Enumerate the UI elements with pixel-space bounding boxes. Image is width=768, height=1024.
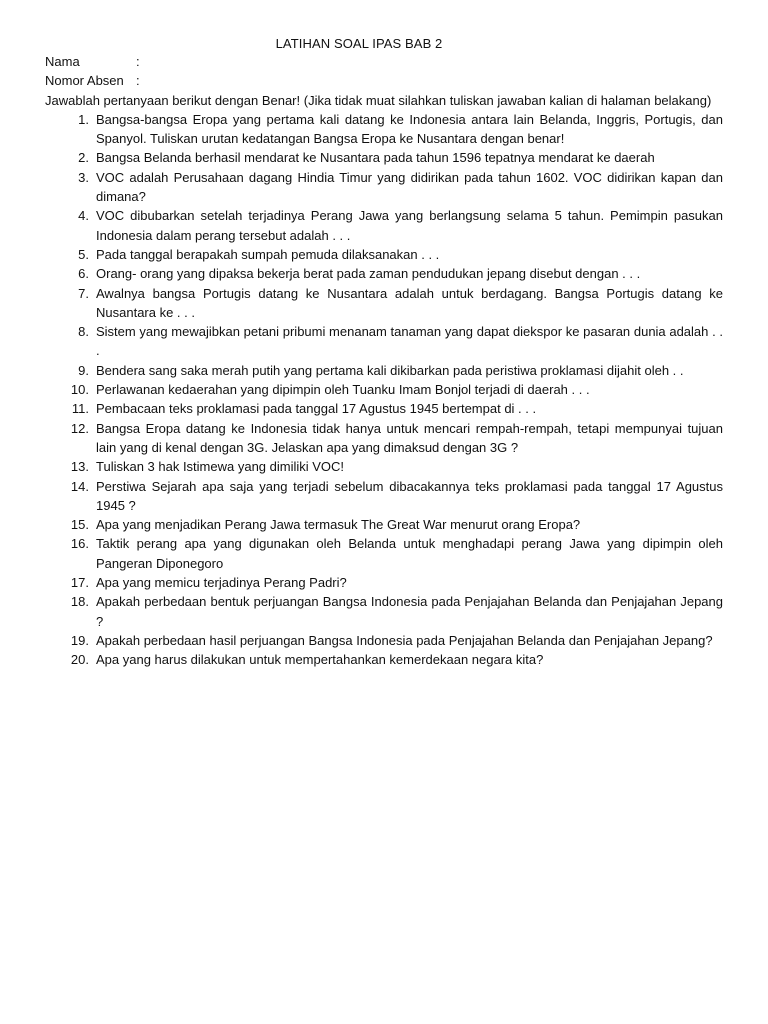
question-number: 6. xyxy=(78,266,89,282)
absence-number-field-label: Nomor Absen xyxy=(45,73,124,89)
name-field-label: Nama xyxy=(45,54,80,69)
question-text: Apa yang menjadikan Perang Jawa termasuk The Great War menurut orang Eropa? xyxy=(96,517,581,533)
absence-number-field-colon: : xyxy=(136,73,140,89)
question-number: 13. xyxy=(70,459,89,475)
question-text: VOC dibubarkan setelah terjadinya Perang Jawa yang berlangsung selama 5 tahun. Pemimpin pasukan Indonesia dalam perang tersebut adalah . . . xyxy=(96,208,723,243)
question-number: 1. xyxy=(78,111,89,127)
question-number: 7. xyxy=(78,285,89,301)
question-number: 10. xyxy=(70,382,89,398)
question-number: 2. xyxy=(78,150,89,166)
question-text: Perlawanan kedaerahan yang dipimpin oleh Tuanku Imam Bonjol terjadi di daerah . . . xyxy=(96,382,590,398)
question-number: 4. xyxy=(78,208,89,224)
question-text: Awalnya bangsa Portugis datang ke Nusantara adalah untuk berdagang. Bangsa Portugis datang ke Nusantara ke . . . xyxy=(96,285,723,320)
question-text: Perstiwa Sejarah apa saja yang terjadi sebelum dibacakannya teks proklamasi pada tanggal 17 Agustus 1945 ? xyxy=(96,478,723,513)
question-text: Bendera sang saka merah putih yang pertama kali dikibarkan pada peristiwa proklamasi dijahit oleh . . xyxy=(96,362,684,378)
question-item xyxy=(45,457,723,476)
question-text: VOC adalah Perusahaan dagang Hindia Timur yang didirikan pada tahun 1602. VOC didirikan kapan dan dimana? xyxy=(96,169,723,205)
question-item xyxy=(45,631,723,650)
name-field xyxy=(45,52,723,71)
question-item xyxy=(45,284,723,323)
question-text: Apa yang memicu terjadinya Perang Padri? xyxy=(96,575,347,591)
question-number: 20. xyxy=(70,652,89,668)
question-item xyxy=(45,419,723,458)
question-text: Bangsa-bangsa Eropa yang pertama kali datang ke Indonesia antara lain Belanda, Inggris, Portugis, dan Spanyol. Tuliskan urutan kedatangan Bangsa Eropa ke Nusantara dengan benar! xyxy=(96,111,723,147)
absence-number-field xyxy=(45,71,723,90)
question-text: Bangsa Eropa datang ke Indonesia tidak hanya untuk mencari rempah-rempah, tetapi mempunyai tujuan lain yang di kenal dengan 3G. Jelaskan apa yang dimaksud dengan 3G ? xyxy=(96,420,723,455)
question-number: 15. xyxy=(70,517,89,533)
question-number: 9. xyxy=(78,362,89,378)
question-number: 11. xyxy=(71,401,89,417)
question-number: 18. xyxy=(70,594,89,610)
question-item xyxy=(45,110,723,149)
question-number: 16. xyxy=(70,536,89,552)
question-number: 14. xyxy=(70,478,89,494)
question-text: Bangsa Belanda berhasil mendarat ke Nusantara pada tahun 1596 tepatnya mendarat ke daerah xyxy=(96,150,655,166)
question-item xyxy=(45,322,723,361)
question-text: Pembacaan teks proklamasi pada tanggal 17 Agustus 1945 bertempat di . . . xyxy=(96,401,537,417)
question-text: Pada tanggal berapakah sumpah pemuda dilaksanakan . . . xyxy=(96,246,440,262)
question-item xyxy=(45,380,723,399)
question-item xyxy=(45,206,723,245)
question-text: Orang- orang yang dipaksa bekerja berat pada zaman pendudukan jepang disebut dengan . . . xyxy=(96,266,641,282)
question-number: 3. xyxy=(78,169,89,185)
question-item xyxy=(45,534,723,573)
question-number: 12. xyxy=(70,420,89,436)
question-item xyxy=(45,245,723,264)
name-field-colon: : xyxy=(136,54,140,69)
question-number: 17. xyxy=(70,575,89,591)
question-item xyxy=(45,168,723,207)
question-text: Apakah perbedaan hasil perjuangan Bangsa Indonesia pada Penjajahan Belanda dan Penjajahan Jepang? xyxy=(96,632,713,648)
question-number: 5. xyxy=(78,246,89,262)
question-item xyxy=(45,592,723,631)
question-text: Taktik perang apa yang digunakan oleh Belanda untuk menghadapi perang Jawa yang dipimpin oleh Pangeran Diponegoro xyxy=(96,536,723,571)
question-list xyxy=(45,110,723,670)
question-text: Sistem yang mewajibkan petani pribumi menanam tanaman yang dapat diekspor ke pasaran dunia adalah . . . xyxy=(96,324,723,359)
question-item xyxy=(45,573,723,592)
question-item xyxy=(45,264,723,283)
question-item xyxy=(45,361,723,380)
question-number: 19. xyxy=(70,632,89,648)
question-text: Apa yang harus dilakukan untuk mempertahankan kemerdekaan negara kita? xyxy=(96,652,544,668)
question-number: 8. xyxy=(78,324,89,340)
question-item xyxy=(45,650,723,669)
question-text: Tuliskan 3 hak Istimewa yang dimiliki VOC! xyxy=(96,459,345,475)
question-item xyxy=(45,477,723,516)
question-item xyxy=(45,515,723,534)
instruction-text: Jawablah pertanyaan berikut dengan Benar! (Jika tidak muat silahkan tuliskan jawaban kalian di halaman belakang) xyxy=(45,92,712,108)
question-item xyxy=(45,148,723,167)
document-body xyxy=(45,52,723,670)
question-item xyxy=(45,399,723,418)
question-text: Apakah perbedaan bentuk perjuangan Bangsa Indonesia pada Penjajahan Belanda dan Penjajahan Jepang ? xyxy=(96,594,723,629)
document-title: LATIHAN SOAL IPAS BAB 2 xyxy=(275,36,443,51)
